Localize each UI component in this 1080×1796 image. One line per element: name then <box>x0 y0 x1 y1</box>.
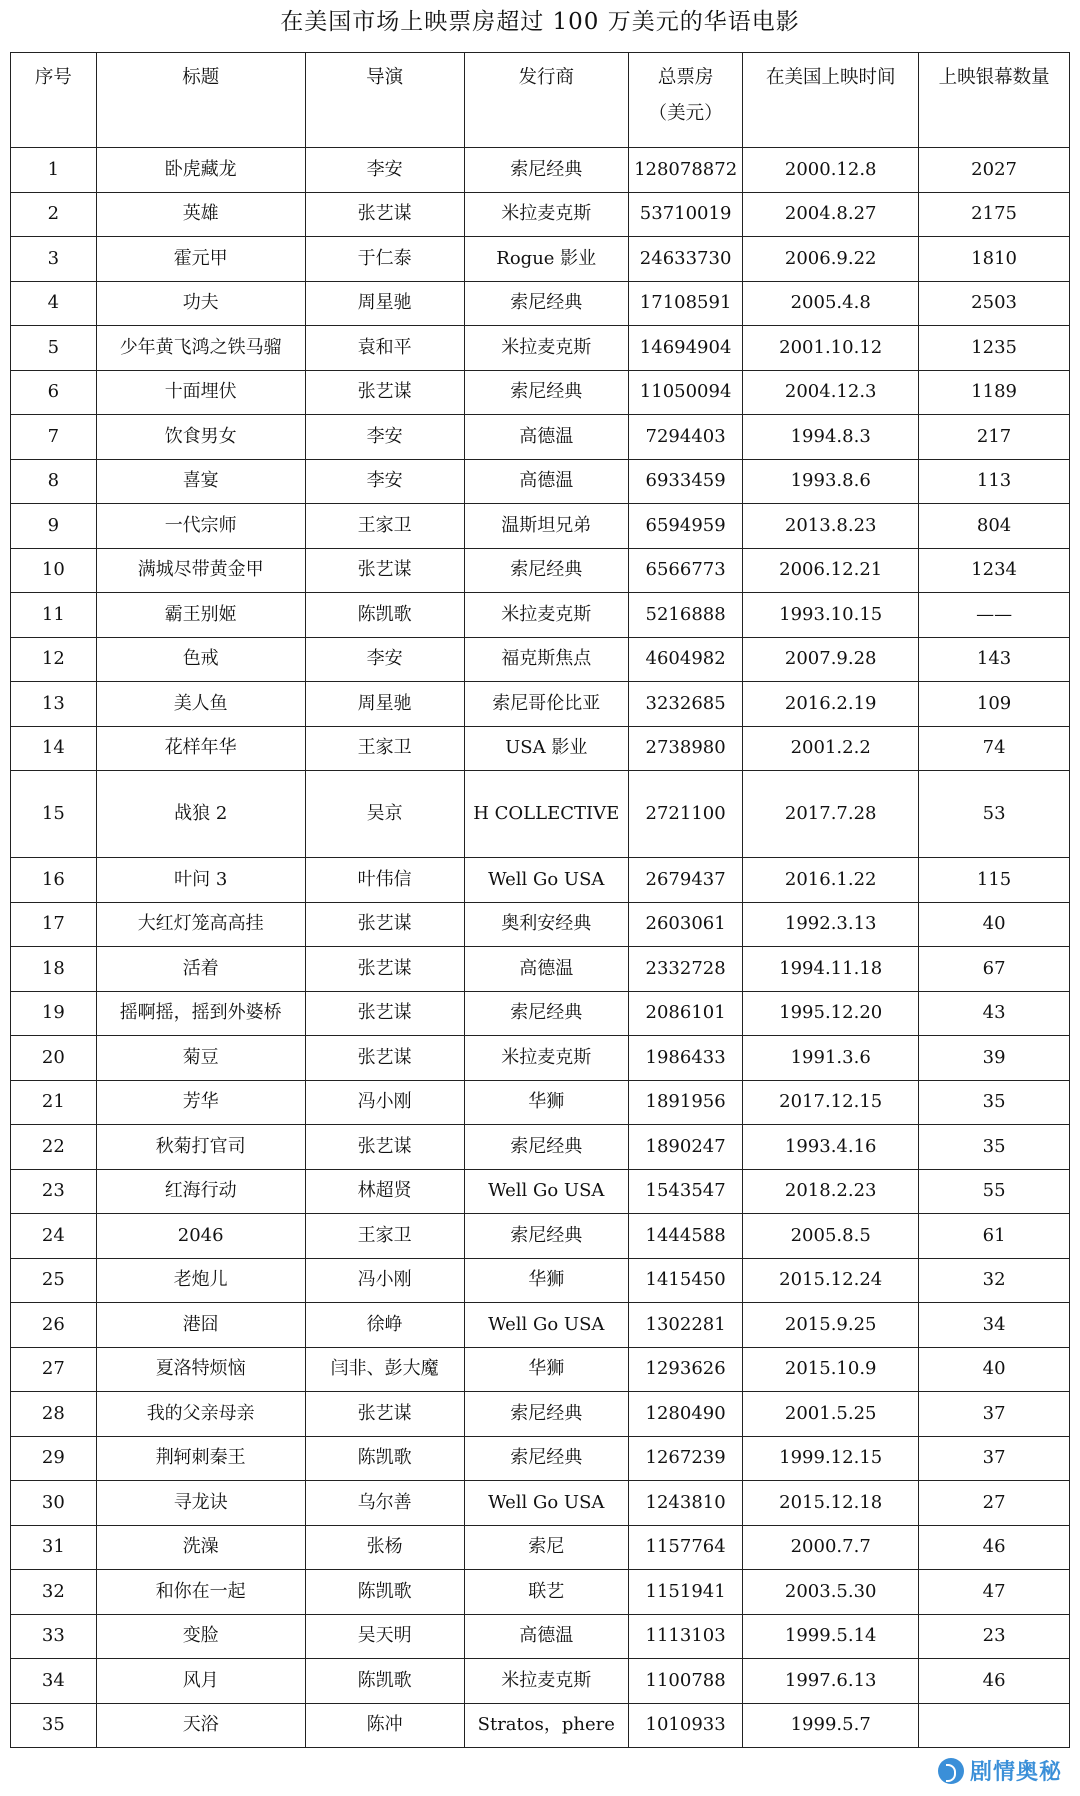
cell-no: 19 <box>11 991 97 1036</box>
cell-screens: 35 <box>919 1125 1070 1170</box>
cell-gross: 1113103 <box>629 1614 743 1659</box>
cell-no: 18 <box>11 947 97 992</box>
cell-screens: 32 <box>919 1258 1070 1303</box>
cell-screens: 47 <box>919 1570 1070 1615</box>
cell-no: 32 <box>11 1570 97 1615</box>
cell-release-date: 2007.9.28 <box>743 637 919 682</box>
cell-distributor: 福克斯焦点 <box>464 637 629 682</box>
cell-screens: 35 <box>919 1080 1070 1125</box>
table-body <box>11 148 1070 1748</box>
table-row <box>11 1436 1070 1481</box>
cell-no: 26 <box>11 1303 97 1348</box>
cell-no: 25 <box>11 1258 97 1303</box>
cell-release-date: 2016.2.19 <box>743 682 919 727</box>
table-row <box>11 1703 1070 1748</box>
cell-director: 于仁泰 <box>305 237 464 282</box>
cell-title: 秋菊打官司 <box>96 1125 305 1170</box>
cell-director: 张杨 <box>305 1525 464 1570</box>
cell-title: 摇啊摇，摇到外婆桥 <box>96 991 305 1036</box>
cell-director: 周星驰 <box>305 682 464 727</box>
cell-distributor: 米拉麦克斯 <box>464 326 629 371</box>
cell-no: 29 <box>11 1436 97 1481</box>
cell-screens: 1189 <box>919 370 1070 415</box>
cell-director: 陈凯歌 <box>305 1659 464 1704</box>
cell-distributor: 温斯坦兄弟 <box>464 504 629 549</box>
table-row <box>11 1570 1070 1615</box>
cell-director: 李安 <box>305 148 464 193</box>
table-row <box>11 991 1070 1036</box>
table-row <box>11 1614 1070 1659</box>
cell-gross: 1302281 <box>629 1303 743 1348</box>
cell-no: 10 <box>11 548 97 593</box>
cell-no: 2 <box>11 192 97 237</box>
watermark <box>932 1753 1068 1788</box>
cell-title: 我的父亲母亲 <box>96 1392 305 1437</box>
cell-distributor: 高德温 <box>464 1614 629 1659</box>
cell-director: 吴天明 <box>305 1614 464 1659</box>
cell-no: 12 <box>11 637 97 682</box>
cell-screens: 39 <box>919 1036 1070 1081</box>
cell-no: 5 <box>11 326 97 371</box>
cell-no: 33 <box>11 1614 97 1659</box>
table-row <box>11 1347 1070 1392</box>
table-row <box>11 682 1070 727</box>
cell-title: 寻龙诀 <box>96 1481 305 1526</box>
cell-gross: 2679437 <box>629 858 743 903</box>
cell-gross: 7294403 <box>629 415 743 460</box>
cell-gross: 6566773 <box>629 548 743 593</box>
cell-screens: 143 <box>919 637 1070 682</box>
cell-director: 周星驰 <box>305 281 464 326</box>
cell-director: 冯小刚 <box>305 1258 464 1303</box>
cell-release-date: 2003.5.30 <box>743 1570 919 1615</box>
cell-distributor: 索尼经典 <box>464 1436 629 1481</box>
table-row <box>11 192 1070 237</box>
cell-title: 饮食男女 <box>96 415 305 460</box>
cell-director: 陈凯歌 <box>305 1436 464 1481</box>
cell-release-date: 2001.10.12 <box>743 326 919 371</box>
cell-gross: 1444588 <box>629 1214 743 1259</box>
cell-distributor: H COLLECTIVE <box>464 771 629 858</box>
cell-release-date: 1994.11.18 <box>743 947 919 992</box>
cell-no: 34 <box>11 1659 97 1704</box>
cell-title: 芳华 <box>96 1080 305 1125</box>
cell-distributor: 高德温 <box>464 947 629 992</box>
table-row <box>11 281 1070 326</box>
cell-no: 16 <box>11 858 97 903</box>
cell-gross: 2332728 <box>629 947 743 992</box>
table-row <box>11 637 1070 682</box>
cell-no: 3 <box>11 237 97 282</box>
cell-release-date: 1991.3.6 <box>743 1036 919 1081</box>
cell-no: 4 <box>11 281 97 326</box>
cell-distributor: 华狮 <box>464 1347 629 1392</box>
cell-director: 乌尔善 <box>305 1481 464 1526</box>
cell-gross: 1157764 <box>629 1525 743 1570</box>
cell-screens: 804 <box>919 504 1070 549</box>
table-row <box>11 1481 1070 1526</box>
header-director: 导演 <box>305 53 464 148</box>
cell-distributor: 索尼经典 <box>464 1214 629 1259</box>
cell-screens: 34 <box>919 1303 1070 1348</box>
cell-director: 张艺谋 <box>305 1392 464 1437</box>
cell-gross: 1891956 <box>629 1080 743 1125</box>
cell-release-date: 2004.12.3 <box>743 370 919 415</box>
cell-release-date: 1994.8.3 <box>743 415 919 460</box>
cell-screens: 1235 <box>919 326 1070 371</box>
cell-title: 荆轲刺秦王 <box>96 1436 305 1481</box>
cell-gross: 4604982 <box>629 637 743 682</box>
cell-release-date: 2018.2.23 <box>743 1169 919 1214</box>
cell-distributor: 米拉麦克斯 <box>464 1659 629 1704</box>
cell-release-date: 2005.4.8 <box>743 281 919 326</box>
cell-no: 22 <box>11 1125 97 1170</box>
cell-screens: 217 <box>919 415 1070 460</box>
cell-title: 风月 <box>96 1659 305 1704</box>
cell-release-date: 2015.9.25 <box>743 1303 919 1348</box>
cell-distributor: 索尼经典 <box>464 991 629 1036</box>
cell-distributor: 索尼经典 <box>464 1125 629 1170</box>
cell-director: 王家卫 <box>305 504 464 549</box>
cell-director: 叶伟信 <box>305 858 464 903</box>
cell-director: 张艺谋 <box>305 947 464 992</box>
cell-gross: 5216888 <box>629 593 743 638</box>
cell-no: 11 <box>11 593 97 638</box>
cell-gross: 3232685 <box>629 682 743 727</box>
table-row <box>11 1125 1070 1170</box>
cell-release-date: 1992.3.13 <box>743 902 919 947</box>
cell-screens: 27 <box>919 1481 1070 1526</box>
cell-no: 21 <box>11 1080 97 1125</box>
cell-release-date: 1999.5.14 <box>743 1614 919 1659</box>
cell-screens: 37 <box>919 1436 1070 1481</box>
cell-distributor: Well Go USA <box>464 1303 629 1348</box>
cell-gross: 1543547 <box>629 1169 743 1214</box>
cell-distributor: Rogue 影业 <box>464 237 629 282</box>
table-row <box>11 1392 1070 1437</box>
table-row <box>11 237 1070 282</box>
cell-release-date: 2004.8.27 <box>743 192 919 237</box>
cell-screens <box>919 1703 1070 1748</box>
cell-release-date: 1997.6.13 <box>743 1659 919 1704</box>
cell-director: 李安 <box>305 459 464 504</box>
cell-screens: 1234 <box>919 548 1070 593</box>
cell-screens: 46 <box>919 1525 1070 1570</box>
cell-title: 夏洛特烦恼 <box>96 1347 305 1392</box>
table-row <box>11 1169 1070 1214</box>
cell-director: 袁和平 <box>305 326 464 371</box>
cell-director: 李安 <box>305 415 464 460</box>
cell-no: 28 <box>11 1392 97 1437</box>
cell-screens: 55 <box>919 1169 1070 1214</box>
watermark-text: 剧情奥秘 <box>969 1760 1062 1785</box>
cell-title: 功夫 <box>96 281 305 326</box>
cell-no: 15 <box>11 771 97 858</box>
cell-screens: 2503 <box>919 281 1070 326</box>
cell-no: 7 <box>11 415 97 460</box>
cell-gross: 1293626 <box>629 1347 743 1392</box>
table-row <box>11 771 1070 858</box>
cell-director: 闫非、彭大魔 <box>305 1347 464 1392</box>
cell-title: 英雄 <box>96 192 305 237</box>
cell-screens: 53 <box>919 771 1070 858</box>
table-row <box>11 415 1070 460</box>
cell-release-date: 2006.9.22 <box>743 237 919 282</box>
table-row <box>11 1080 1070 1125</box>
page-title: 在美国市场上映票房超过 100 万美元的华语电影 <box>280 9 800 35</box>
cell-title: 霍元甲 <box>96 237 305 282</box>
cell-gross: 24633730 <box>629 237 743 282</box>
cell-gross: 1267239 <box>629 1436 743 1481</box>
cell-title: 2046 <box>96 1214 305 1259</box>
cell-title: 十面埋伏 <box>96 370 305 415</box>
cell-distributor: 高德温 <box>464 459 629 504</box>
cell-title: 一代宗师 <box>96 504 305 549</box>
cell-no: 35 <box>11 1703 97 1748</box>
cell-distributor: 米拉麦克斯 <box>464 192 629 237</box>
cell-gross: 2603061 <box>629 902 743 947</box>
cell-release-date: 1993.4.16 <box>743 1125 919 1170</box>
cell-no: 9 <box>11 504 97 549</box>
cell-screens: 1810 <box>919 237 1070 282</box>
cell-release-date: 1993.10.15 <box>743 593 919 638</box>
cell-title: 天浴 <box>96 1703 305 1748</box>
table-row <box>11 370 1070 415</box>
cell-title: 战狼 2 <box>96 771 305 858</box>
cell-director: 徐峥 <box>305 1303 464 1348</box>
cell-director: 林超贤 <box>305 1169 464 1214</box>
header-row <box>11 53 1070 148</box>
table-row <box>11 1659 1070 1704</box>
header-no: 序号 <box>11 53 97 148</box>
cell-title: 满城尽带黄金甲 <box>96 548 305 593</box>
cell-title: 霸王别姬 <box>96 593 305 638</box>
table-row <box>11 726 1070 771</box>
table-header <box>11 53 1070 148</box>
cell-distributor: 索尼经典 <box>464 148 629 193</box>
cell-director: 张艺谋 <box>305 370 464 415</box>
cell-no: 20 <box>11 1036 97 1081</box>
cell-director: 李安 <box>305 637 464 682</box>
cell-title: 卧虎藏龙 <box>96 148 305 193</box>
cell-screens: 40 <box>919 1347 1070 1392</box>
cell-distributor: 华狮 <box>464 1080 629 1125</box>
cell-gross: 53710019 <box>629 192 743 237</box>
table-row <box>11 1303 1070 1348</box>
cell-title: 大红灯笼高高挂 <box>96 902 305 947</box>
cell-screens: 46 <box>919 1659 1070 1704</box>
table-row <box>11 1214 1070 1259</box>
cell-director: 陈凯歌 <box>305 1570 464 1615</box>
cell-distributor: 米拉麦克斯 <box>464 593 629 638</box>
header-gross-label: 总票房 <box>657 67 714 88</box>
cell-title: 和你在一起 <box>96 1570 305 1615</box>
cell-gross: 6933459 <box>629 459 743 504</box>
table-row <box>11 459 1070 504</box>
cell-release-date: 2001.5.25 <box>743 1392 919 1437</box>
cell-distributor: 联艺 <box>464 1570 629 1615</box>
cell-screens: 74 <box>919 726 1070 771</box>
cell-title: 活着 <box>96 947 305 992</box>
cell-screens: 23 <box>919 1614 1070 1659</box>
cell-director: 张艺谋 <box>305 1125 464 1170</box>
table-row <box>11 593 1070 638</box>
cell-release-date: 1999.5.7 <box>743 1703 919 1748</box>
header-screens: 上映银幕数量 <box>919 53 1070 148</box>
table-row <box>11 1036 1070 1081</box>
cell-no: 31 <box>11 1525 97 1570</box>
cell-distributor: 高德温 <box>464 415 629 460</box>
cell-no: 17 <box>11 902 97 947</box>
cell-gross: 14694904 <box>629 326 743 371</box>
table-row <box>11 504 1070 549</box>
cell-gross: 2738980 <box>629 726 743 771</box>
cell-gross: 1010933 <box>629 1703 743 1748</box>
cell-release-date: 2017.7.28 <box>743 771 919 858</box>
cell-title: 色戒 <box>96 637 305 682</box>
cell-release-date: 2000.7.7 <box>743 1525 919 1570</box>
cell-screens: —— <box>919 593 1070 638</box>
cell-gross: 128078872 <box>629 148 743 193</box>
cell-no: 24 <box>11 1214 97 1259</box>
cell-distributor: 索尼哥伦比亚 <box>464 682 629 727</box>
cell-release-date: 2015.10.9 <box>743 1347 919 1392</box>
cell-no: 30 <box>11 1481 97 1526</box>
cell-distributor: 索尼经典 <box>464 1392 629 1437</box>
cell-title: 美人鱼 <box>96 682 305 727</box>
cell-distributor: 奥利安经典 <box>464 902 629 947</box>
cell-release-date: 2016.1.22 <box>743 858 919 903</box>
cell-director: 陈冲 <box>305 1703 464 1748</box>
cell-gross: 1415450 <box>629 1258 743 1303</box>
cell-gross: 2086101 <box>629 991 743 1036</box>
table-row <box>11 1525 1070 1570</box>
cell-screens: 67 <box>919 947 1070 992</box>
cell-gross: 1151941 <box>629 1570 743 1615</box>
header-distributor: 发行商 <box>464 53 629 148</box>
cell-director: 张艺谋 <box>305 902 464 947</box>
cell-distributor: 索尼经典 <box>464 548 629 593</box>
table-row <box>11 548 1070 593</box>
cell-no: 1 <box>11 148 97 193</box>
watermark-logo-icon <box>938 1758 964 1784</box>
films-table <box>10 52 1070 1748</box>
cell-gross: 1243810 <box>629 1481 743 1526</box>
header-gross <box>629 53 743 148</box>
cell-release-date: 1995.12.20 <box>743 991 919 1036</box>
cell-title: 少年黄飞鸿之铁马骝 <box>96 326 305 371</box>
cell-distributor: 索尼经典 <box>464 370 629 415</box>
cell-release-date: 2017.12.15 <box>743 1080 919 1125</box>
header-title: 标题 <box>96 53 305 148</box>
cell-director: 张艺谋 <box>305 1036 464 1081</box>
cell-release-date: 2000.12.8 <box>743 148 919 193</box>
cell-screens: 2027 <box>919 148 1070 193</box>
cell-gross: 1100788 <box>629 1659 743 1704</box>
cell-distributor: 索尼 <box>464 1525 629 1570</box>
cell-gross: 2721100 <box>629 771 743 858</box>
cell-director: 陈凯歌 <box>305 593 464 638</box>
cell-title: 花样年华 <box>96 726 305 771</box>
cell-screens: 61 <box>919 1214 1070 1259</box>
cell-release-date: 2001.2.2 <box>743 726 919 771</box>
cell-release-date: 2015.12.24 <box>743 1258 919 1303</box>
table-row <box>11 1258 1070 1303</box>
cell-screens: 109 <box>919 682 1070 727</box>
cell-screens: 40 <box>919 902 1070 947</box>
cell-director: 张艺谋 <box>305 548 464 593</box>
cell-no: 6 <box>11 370 97 415</box>
cell-distributor: Well Go USA <box>464 858 629 903</box>
table-row <box>11 858 1070 903</box>
cell-title: 港囧 <box>96 1303 305 1348</box>
cell-director: 冯小刚 <box>305 1080 464 1125</box>
cell-director: 王家卫 <box>305 726 464 771</box>
cell-title: 喜宴 <box>96 459 305 504</box>
cell-distributor: Well Go USA <box>464 1481 629 1526</box>
cell-no: 23 <box>11 1169 97 1214</box>
cell-director: 吴京 <box>305 771 464 858</box>
cell-title: 叶问 3 <box>96 858 305 903</box>
cell-release-date: 2013.8.23 <box>743 504 919 549</box>
cell-director: 张艺谋 <box>305 192 464 237</box>
table-row <box>11 326 1070 371</box>
cell-release-date: 2015.12.18 <box>743 1481 919 1526</box>
cell-gross: 1986433 <box>629 1036 743 1081</box>
cell-no: 8 <box>11 459 97 504</box>
table-row <box>11 947 1070 992</box>
cell-screens: 115 <box>919 858 1070 903</box>
cell-gross: 1280490 <box>629 1392 743 1437</box>
cell-director: 王家卫 <box>305 1214 464 1259</box>
cell-no: 13 <box>11 682 97 727</box>
cell-release-date: 1993.8.6 <box>743 459 919 504</box>
cell-distributor: Stratos，phere <box>464 1703 629 1748</box>
cell-title: 菊豆 <box>96 1036 305 1081</box>
cell-distributor: 米拉麦克斯 <box>464 1036 629 1081</box>
cell-no: 14 <box>11 726 97 771</box>
cell-release-date: 2005.8.5 <box>743 1214 919 1259</box>
cell-release-date: 1999.12.15 <box>743 1436 919 1481</box>
cell-no: 27 <box>11 1347 97 1392</box>
cell-screens: 2175 <box>919 192 1070 237</box>
cell-title: 洗澡 <box>96 1525 305 1570</box>
cell-distributor: 华狮 <box>464 1258 629 1303</box>
header-gross-unit: （美元） <box>648 103 723 124</box>
cell-distributor: Well Go USA <box>464 1169 629 1214</box>
cell-gross: 1890247 <box>629 1125 743 1170</box>
cell-title: 老炮儿 <box>96 1258 305 1303</box>
header-release-date: 在美国上映时间 <box>743 53 919 148</box>
cell-gross: 11050094 <box>629 370 743 415</box>
cell-screens: 43 <box>919 991 1070 1036</box>
cell-gross: 6594959 <box>629 504 743 549</box>
cell-title: 变脸 <box>96 1614 305 1659</box>
table-row <box>11 902 1070 947</box>
cell-screens: 113 <box>919 459 1070 504</box>
cell-distributor: USA 影业 <box>464 726 629 771</box>
cell-distributor: 索尼经典 <box>464 281 629 326</box>
cell-release-date: 2006.12.21 <box>743 548 919 593</box>
cell-screens: 37 <box>919 1392 1070 1437</box>
table-row <box>11 148 1070 193</box>
cell-gross: 17108591 <box>629 281 743 326</box>
cell-director: 张艺谋 <box>305 991 464 1036</box>
cell-title: 红海行动 <box>96 1169 305 1214</box>
